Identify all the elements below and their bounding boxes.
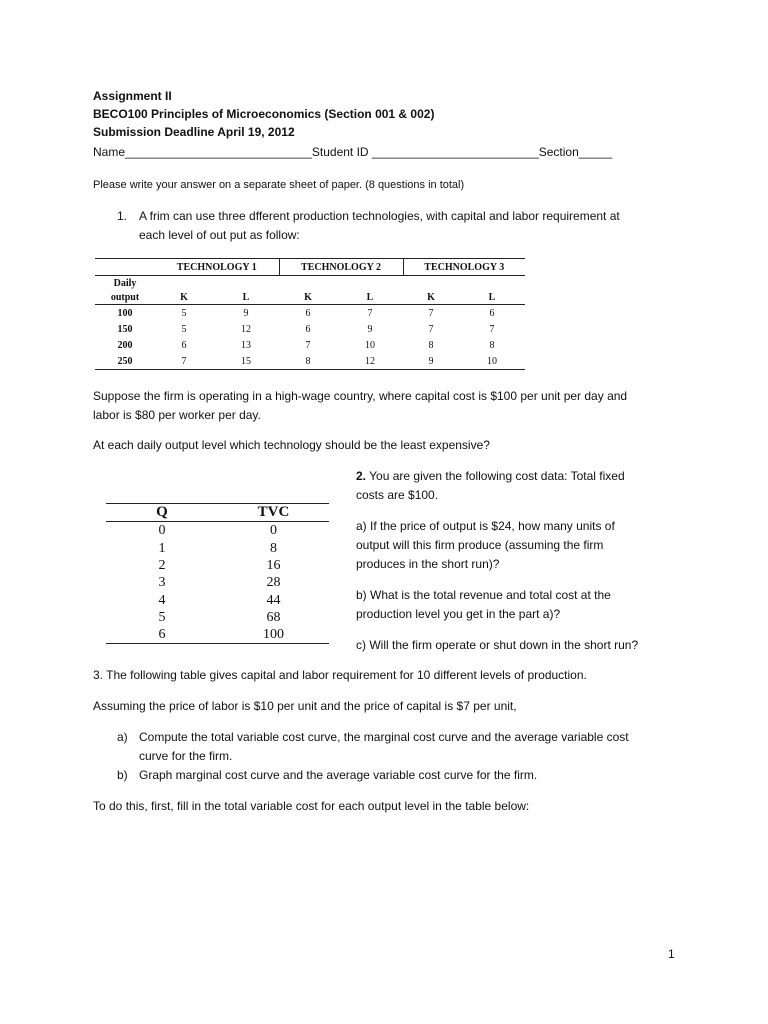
- table-row: 0 0: [158, 523, 277, 539]
- tech1-header: TECHNOLOGY 1: [155, 259, 279, 276]
- output-label: output: [95, 290, 155, 305]
- q1-number: 1.: [117, 209, 128, 223]
- table-row: 100 5 9 6 7 7 6: [117, 307, 495, 319]
- q2-b-line1: b) What is the total revenue and total cost at the: [356, 588, 611, 602]
- table-row: 3 28: [158, 575, 281, 591]
- q1-para1-line2: labor is $80 per worker per day.: [93, 408, 261, 422]
- table-row: 150 5 12 6 9 7 7: [117, 323, 495, 335]
- table-corner: [95, 259, 155, 276]
- tech1-k-header: K: [155, 290, 213, 305]
- tech2-k-header: K: [279, 290, 337, 305]
- q1-para2: At each daily output level which technology should be the least expensive?: [93, 438, 490, 452]
- table-row: 6 100: [106, 626, 329, 644]
- q1-para1-line1: Suppose the firm is operating in a high-wage country, where capital cost is $100 per unit per day and: [93, 389, 628, 403]
- q-column-header: Q: [106, 504, 218, 522]
- q2-a-line1: a) If the price of output is $24, how many units of: [356, 519, 615, 533]
- q3-line2: Assuming the price of labor is $10 per unit and the price of capital is $7 per unit,: [93, 699, 517, 713]
- q2-intro-text: You are given the following cost data: Total fixed: [369, 469, 625, 483]
- q3-a-marker: a): [117, 730, 128, 744]
- q3-b-line1: Graph marginal cost curve and the average variable cost curve for the firm.: [139, 768, 538, 782]
- table-row: 4 44: [158, 592, 281, 608]
- course-title: BECO100 Principles of Microeconomics (Section 001 & 002): [93, 107, 435, 121]
- table-row: 1 8: [158, 540, 277, 556]
- table-row: 250 7 15 8 12 9 10: [95, 353, 525, 370]
- table-row: 2 16: [158, 558, 281, 574]
- q2-number: 2.: [356, 469, 367, 483]
- tech3-k-header: K: [403, 290, 459, 305]
- q2-c-line1: c) Will the firm operate or shut down in the short run?: [356, 638, 639, 652]
- assignment-title: Assignment II: [93, 89, 172, 103]
- q2-intro-line1: [356, 467, 625, 486]
- tech1-l-header: L: [213, 290, 279, 305]
- q2-a-line2: output will this firm produce (assuming the firm: [356, 538, 604, 552]
- tech2-header: TECHNOLOGY 2: [279, 259, 403, 276]
- tvc-column-header: TVC: [218, 504, 329, 522]
- q3-b-marker: b): [117, 768, 128, 782]
- q2-b-line2: production level you get in the part a)?: [356, 607, 561, 621]
- name-id-section-line: Name____________________________Student ID _________________________Section_____: [93, 145, 613, 159]
- q3-a-line1: Compute the total variable cost curve, the marginal cost curve and the average variable cost: [139, 730, 629, 744]
- q3-a-line2: curve for the firm.: [139, 749, 233, 763]
- q3-line1: 3. The following table gives capital and labor requirement for 10 different levels of production.: [93, 668, 587, 682]
- table-row: 200 6 13 7 10 8 8: [117, 339, 495, 351]
- tech3-header: TECHNOLOGY 3: [403, 259, 525, 276]
- q3-line3: To do this, first, fill in the total variable cost for each output level in the table below:: [93, 799, 530, 813]
- tvc-table: [106, 503, 329, 644]
- table-row: 5 68: [158, 609, 281, 625]
- q1-text-line1: A frim can use three dfferent production technologies, with capital and labor requirement at: [139, 209, 620, 223]
- technology-table: [95, 258, 525, 370]
- submission-deadline: Submission Deadline April 19, 2012: [93, 125, 295, 139]
- page-number: 1: [668, 947, 675, 961]
- daily-label: Daily: [113, 277, 137, 289]
- tech3-l-header: L: [459, 290, 525, 305]
- instructions: Please write your answer on a separate sheet of paper. (8 questions in total): [93, 179, 465, 191]
- tech2-l-header: L: [337, 290, 403, 305]
- q1-text-line2: each level of out put as follow:: [139, 228, 300, 242]
- q2-a-line3: produces in the short run)?: [356, 557, 500, 571]
- q2-intro-line2: costs are $100.: [356, 488, 439, 502]
